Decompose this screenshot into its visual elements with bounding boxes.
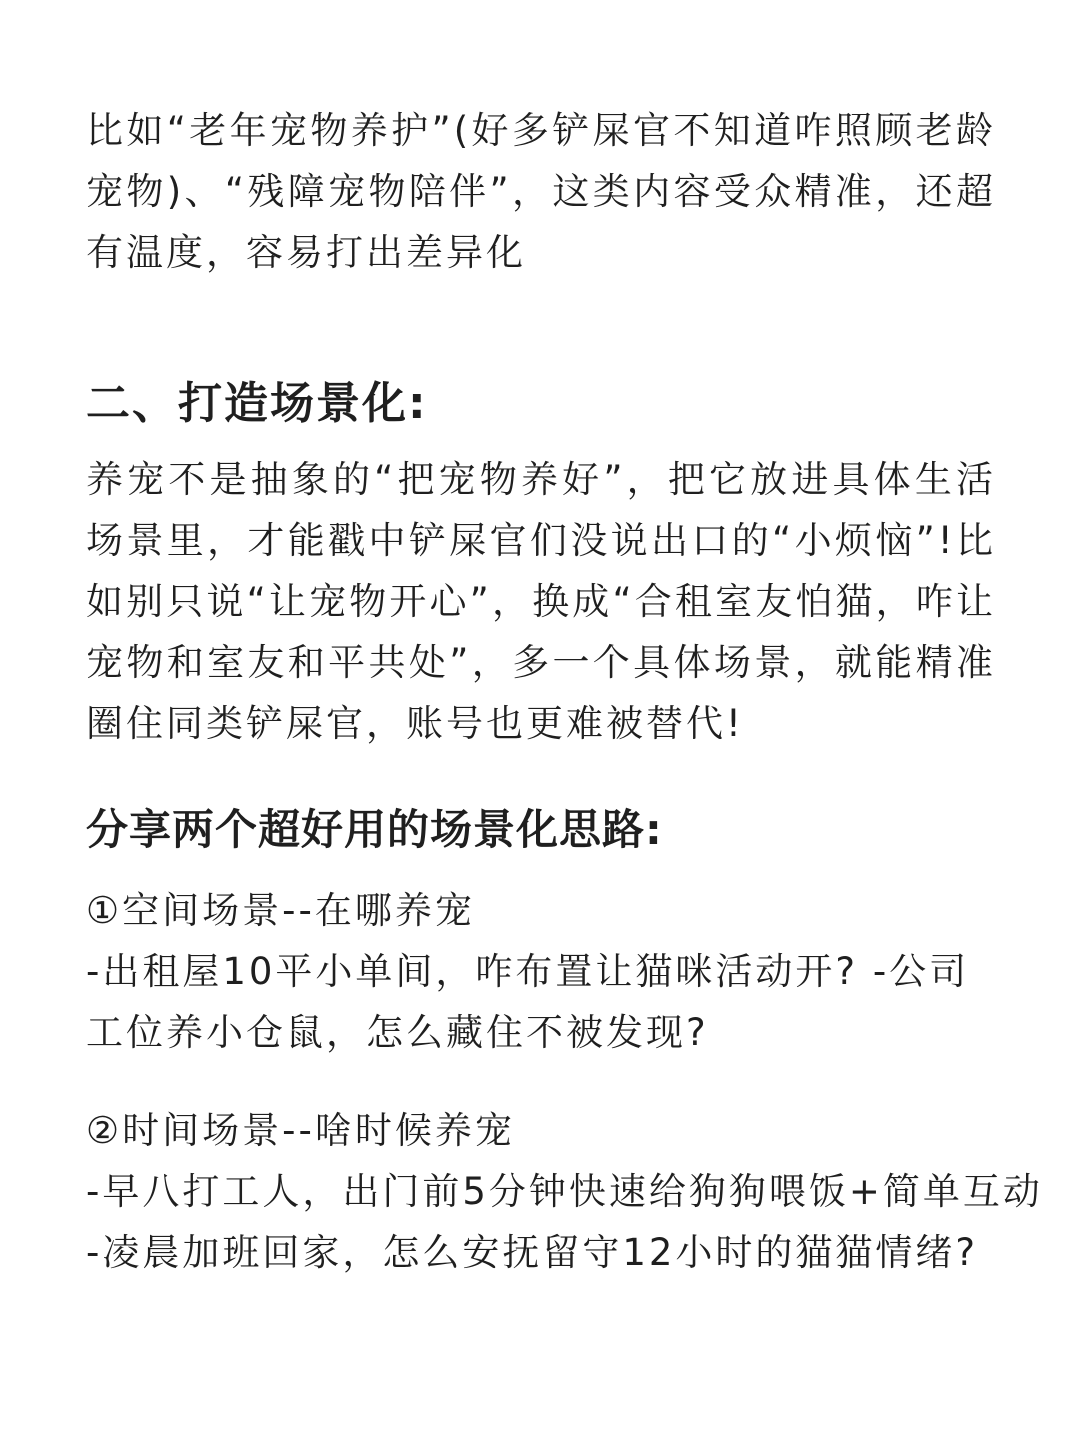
ideas-section xyxy=(86,800,996,860)
time-scene xyxy=(86,1100,1043,1283)
section-2-heading: 二、打造场景化: xyxy=(86,378,428,429)
intro-section xyxy=(86,100,996,283)
section-2-body-block xyxy=(86,449,996,754)
space-scene-title: ①空间场景--在哪养宠 xyxy=(86,889,475,932)
time-scene-title: ②时间场景--啥时候养宠 xyxy=(86,1109,515,1152)
section-2-paragraph: 养宠不是抽象的“把宠物养好”，把它放进具体生活场景里，才能戳中铲屎官们没说出口的“小烦恼”!比如别只说“让宠物开心”，换成“合租室友怕猫，咋让宠物和室友和平共处”，多一个具体场景，就能精准圈住同类铲屎官，账号也更难被替代! xyxy=(86,458,996,745)
time-scene-line-2: -凌晨加班回家，怎么安抚留守12小时的猫猫情绪? xyxy=(86,1231,979,1274)
time-scene-line-1: -早八打工人，出门前5分钟快速给狗狗喂饭+简单互动 xyxy=(86,1170,1043,1213)
space-scene-detail: -出租屋10平小单间，咋布置让猫咪活动开? -公司工位养小仓鼠，怎么藏住不被发现? xyxy=(86,950,970,1054)
section-2 xyxy=(86,374,996,434)
ideas-heading: 分享两个超好用的场景化思路: xyxy=(86,805,663,854)
intro-paragraph: 比如“老年宠物养护”(好多铲屎官不知道咋照顾老龄宠物)、“残障宠物陪伴”，这类内容受众精准，还超有温度，容易打出差异化 xyxy=(86,109,996,274)
space-scene xyxy=(86,880,996,1063)
